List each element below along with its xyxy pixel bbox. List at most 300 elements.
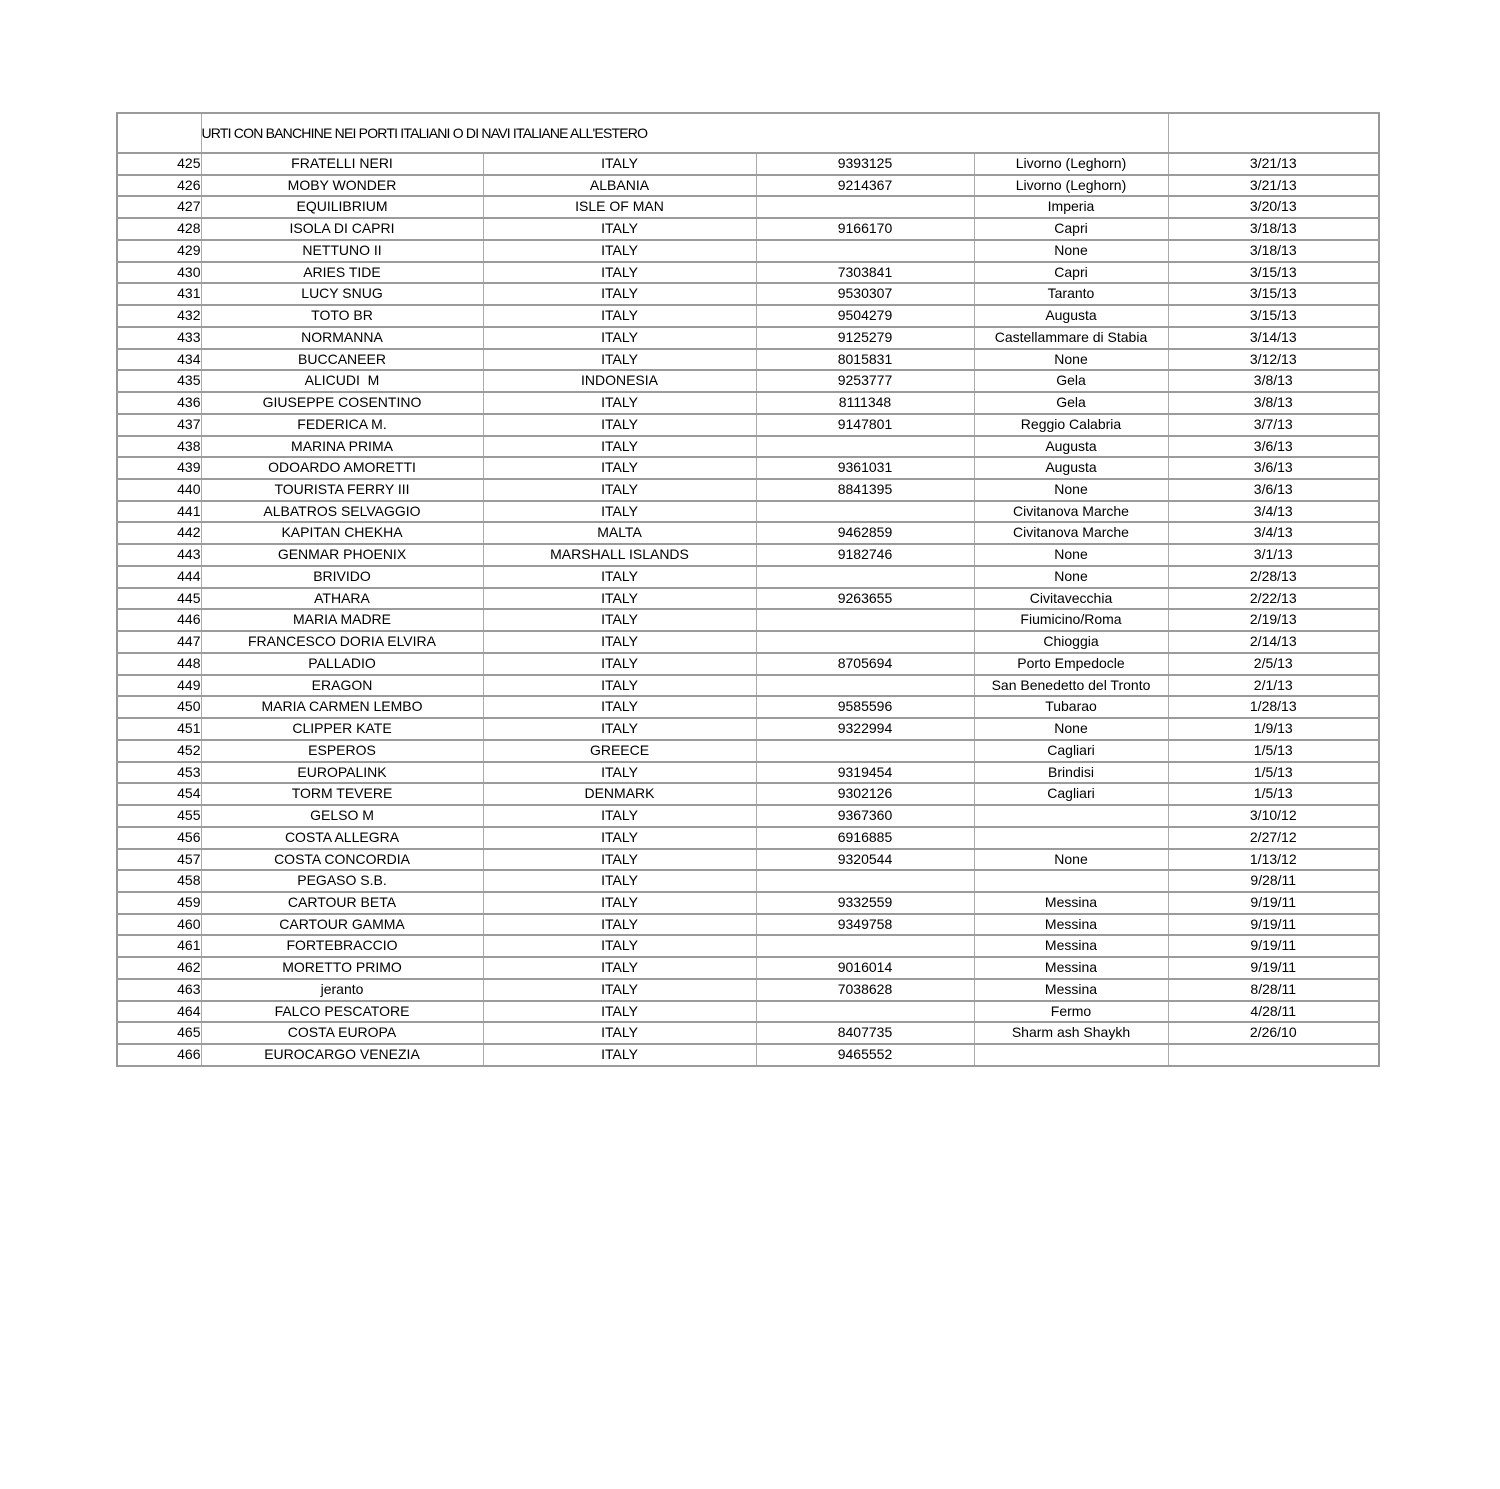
- imo-number-cell: 9302126: [756, 783, 974, 805]
- ship-name-cell: LUCY SNUG: [201, 283, 483, 305]
- row-number-cell: 428: [117, 218, 201, 240]
- ship-name-cell: CLIPPER KATE: [201, 718, 483, 740]
- row-number-cell: 436: [117, 392, 201, 414]
- row-number-cell: 445: [117, 588, 201, 610]
- flag-country-cell: MALTA: [483, 522, 756, 544]
- imo-number-cell: 9361031: [756, 457, 974, 479]
- table-row: [117, 892, 1379, 914]
- date-cell: 1/13/12: [1168, 849, 1379, 871]
- imo-number-cell: [756, 631, 974, 653]
- port-cell: None: [974, 479, 1168, 501]
- date-cell: 2/28/13: [1168, 566, 1379, 588]
- imo-number-cell: 9465552: [756, 1044, 974, 1066]
- row-number-cell: 463: [117, 979, 201, 1001]
- ship-name-cell: ATHARA: [201, 588, 483, 610]
- ship-name-cell: BRIVIDO: [201, 566, 483, 588]
- title-row: [117, 113, 1379, 153]
- port-cell: Capri: [974, 218, 1168, 240]
- date-cell: 1/28/13: [1168, 696, 1379, 718]
- date-cell: 3/8/13: [1168, 392, 1379, 414]
- flag-country-cell: ITALY: [483, 849, 756, 871]
- table-row: [117, 479, 1379, 501]
- table-row: [117, 849, 1379, 871]
- row-number-cell: 447: [117, 631, 201, 653]
- table-row: [117, 696, 1379, 718]
- ship-name-cell: MARIA MADRE: [201, 609, 483, 631]
- date-cell: 3/14/13: [1168, 327, 1379, 349]
- port-cell: Sharm ash Shaykh: [974, 1022, 1168, 1044]
- ship-name-cell: COSTA EUROPA: [201, 1022, 483, 1044]
- port-cell: Messina: [974, 935, 1168, 957]
- imo-number-cell: [756, 870, 974, 892]
- table-row: [117, 544, 1379, 566]
- row-number-cell: 451: [117, 718, 201, 740]
- date-cell: 8/28/11: [1168, 979, 1379, 1001]
- date-cell: 3/15/13: [1168, 262, 1379, 284]
- imo-number-cell: 9263655: [756, 588, 974, 610]
- page-title: URTI CON BANCHINE NEI PORTI ITALIANI O DI NAVI ITALIANE ALL'ESTERO: [201, 113, 1168, 153]
- flag-country-cell: ITALY: [483, 566, 756, 588]
- row-number-cell: 440: [117, 479, 201, 501]
- ship-name-cell: COSTA ALLEGRA: [201, 827, 483, 849]
- row-number-cell: 433: [117, 327, 201, 349]
- port-cell: Livorno (Leghorn): [974, 153, 1168, 175]
- date-cell: 2/1/13: [1168, 675, 1379, 697]
- flag-country-cell: ITALY: [483, 718, 756, 740]
- port-cell: Augusta: [974, 305, 1168, 327]
- ship-name-cell: MARINA PRIMA: [201, 436, 483, 458]
- table-row: [117, 349, 1379, 371]
- port-cell: Cagliari: [974, 783, 1168, 805]
- port-cell: Civitanova Marche: [974, 501, 1168, 523]
- flag-country-cell: ITALY: [483, 892, 756, 914]
- table-row: [117, 609, 1379, 631]
- port-cell: Civitavecchia: [974, 588, 1168, 610]
- date-cell: 9/19/11: [1168, 914, 1379, 936]
- table-row: [117, 870, 1379, 892]
- date-cell: 2/19/13: [1168, 609, 1379, 631]
- port-cell: Fiumicino/Roma: [974, 609, 1168, 631]
- table-row: [117, 1022, 1379, 1044]
- row-number-cell: 439: [117, 457, 201, 479]
- table-row: [117, 1001, 1379, 1023]
- ship-name-cell: ALICUDI M: [201, 370, 483, 392]
- flag-country-cell: ITALY: [483, 153, 756, 175]
- port-cell: [974, 827, 1168, 849]
- port-cell: Cagliari: [974, 740, 1168, 762]
- row-number-cell: 444: [117, 566, 201, 588]
- flag-country-cell: ITALY: [483, 631, 756, 653]
- imo-number-cell: 9319454: [756, 762, 974, 784]
- flag-country-cell: ALBANIA: [483, 175, 756, 197]
- imo-number-cell: [756, 1001, 974, 1023]
- flag-country-cell: ITALY: [483, 414, 756, 436]
- port-cell: Porto Empedocle: [974, 653, 1168, 675]
- date-cell: 2/27/12: [1168, 827, 1379, 849]
- ship-name-cell: MOBY WONDER: [201, 175, 483, 197]
- imo-number-cell: [756, 436, 974, 458]
- flag-country-cell: ISLE OF MAN: [483, 196, 756, 218]
- ship-name-cell: PEGASO S.B.: [201, 870, 483, 892]
- date-cell: 9/19/11: [1168, 957, 1379, 979]
- flag-country-cell: MARSHALL ISLANDS: [483, 544, 756, 566]
- flag-country-cell: ITALY: [483, 653, 756, 675]
- flag-country-cell: ITALY: [483, 762, 756, 784]
- row-number-cell: 431: [117, 283, 201, 305]
- imo-number-cell: 9214367: [756, 175, 974, 197]
- imo-number-cell: 9322994: [756, 718, 974, 740]
- port-cell: Civitanova Marche: [974, 522, 1168, 544]
- date-cell: 3/6/13: [1168, 436, 1379, 458]
- table-row: [117, 522, 1379, 544]
- imo-number-cell: 9504279: [756, 305, 974, 327]
- port-cell: Augusta: [974, 436, 1168, 458]
- date-cell: 2/26/10: [1168, 1022, 1379, 1044]
- row-number-cell: 432: [117, 305, 201, 327]
- ship-name-cell: EQUILIBRIUM: [201, 196, 483, 218]
- flag-country-cell: ITALY: [483, 1022, 756, 1044]
- table-row: [117, 914, 1379, 936]
- table-row: [117, 305, 1379, 327]
- table-row: [117, 979, 1379, 1001]
- imo-number-cell: [756, 740, 974, 762]
- imo-number-cell: 9367360: [756, 805, 974, 827]
- port-cell: Gela: [974, 392, 1168, 414]
- table-row: [117, 653, 1379, 675]
- date-cell: 3/21/13: [1168, 175, 1379, 197]
- imo-number-cell: [756, 935, 974, 957]
- flag-country-cell: ITALY: [483, 436, 756, 458]
- table-row: [117, 457, 1379, 479]
- flag-country-cell: ITALY: [483, 1044, 756, 1066]
- imo-number-cell: 9462859: [756, 522, 974, 544]
- table-row: [117, 631, 1379, 653]
- port-cell: [974, 870, 1168, 892]
- table-row: [117, 718, 1379, 740]
- table-row: [117, 935, 1379, 957]
- table-row: [117, 1044, 1379, 1066]
- port-cell: Messina: [974, 892, 1168, 914]
- date-cell: 9/19/11: [1168, 892, 1379, 914]
- ship-name-cell: MORETTO PRIMO: [201, 957, 483, 979]
- port-cell: None: [974, 849, 1168, 871]
- ship-name-cell: PALLADIO: [201, 653, 483, 675]
- imo-number-cell: 9530307: [756, 283, 974, 305]
- ship-name-cell: FRANCESCO DORIA ELVIRA: [201, 631, 483, 653]
- port-cell: None: [974, 544, 1168, 566]
- date-cell: 1/5/13: [1168, 783, 1379, 805]
- imo-number-cell: 9585596: [756, 696, 974, 718]
- imo-number-cell: 9253777: [756, 370, 974, 392]
- date-cell: 9/28/11: [1168, 870, 1379, 892]
- title-row-empty-right: [1168, 113, 1379, 153]
- ship-name-cell: ESPEROS: [201, 740, 483, 762]
- ship-name-cell: ALBATROS SELVAGGIO: [201, 501, 483, 523]
- ship-name-cell: GIUSEPPE COSENTINO: [201, 392, 483, 414]
- date-cell: 1/9/13: [1168, 718, 1379, 740]
- imo-number-cell: 7038628: [756, 979, 974, 1001]
- port-cell: San Benedetto del Tronto: [974, 675, 1168, 697]
- imo-number-cell: 9332559: [756, 892, 974, 914]
- ship-name-cell: TOURISTA FERRY III: [201, 479, 483, 501]
- imo-number-cell: [756, 501, 974, 523]
- table-row: [117, 283, 1379, 305]
- row-number-cell: 466: [117, 1044, 201, 1066]
- table-row: [117, 566, 1379, 588]
- port-cell: [974, 805, 1168, 827]
- table-row: [117, 762, 1379, 784]
- ship-name-cell: CARTOUR GAMMA: [201, 914, 483, 936]
- date-cell: 3/7/13: [1168, 414, 1379, 436]
- ship-name-cell: ODOARDO AMORETTI: [201, 457, 483, 479]
- port-cell: None: [974, 566, 1168, 588]
- port-cell: Gela: [974, 370, 1168, 392]
- imo-number-cell: 9016014: [756, 957, 974, 979]
- imo-number-cell: [756, 196, 974, 218]
- date-cell: 3/15/13: [1168, 283, 1379, 305]
- date-cell: 3/20/13: [1168, 196, 1379, 218]
- port-cell: Messina: [974, 957, 1168, 979]
- date-cell: 3/18/13: [1168, 218, 1379, 240]
- table-row: [117, 153, 1379, 175]
- date-cell: 3/15/13: [1168, 305, 1379, 327]
- date-cell: 3/12/13: [1168, 349, 1379, 371]
- table-row: [117, 588, 1379, 610]
- port-cell: Chioggia: [974, 631, 1168, 653]
- flag-country-cell: ITALY: [483, 501, 756, 523]
- imo-number-cell: [756, 566, 974, 588]
- imo-number-cell: [756, 240, 974, 262]
- port-cell: Augusta: [974, 457, 1168, 479]
- row-number-cell: 442: [117, 522, 201, 544]
- row-number-cell: 454: [117, 783, 201, 805]
- date-cell: 3/4/13: [1168, 501, 1379, 523]
- ship-name-cell: GENMAR PHOENIX: [201, 544, 483, 566]
- port-cell: None: [974, 349, 1168, 371]
- row-number-cell: 443: [117, 544, 201, 566]
- row-number-cell: 453: [117, 762, 201, 784]
- flag-country-cell: ITALY: [483, 696, 756, 718]
- ship-name-cell: ARIES TIDE: [201, 262, 483, 284]
- table-row: [117, 240, 1379, 262]
- ship-name-cell: BUCCANEER: [201, 349, 483, 371]
- ship-name-cell: COSTA CONCORDIA: [201, 849, 483, 871]
- imo-number-cell: 7303841: [756, 262, 974, 284]
- row-number-cell: 452: [117, 740, 201, 762]
- date-cell: 3/21/13: [1168, 153, 1379, 175]
- ship-name-cell: FALCO PESCATORE: [201, 1001, 483, 1023]
- imo-number-cell: 9393125: [756, 153, 974, 175]
- port-cell: Taranto: [974, 283, 1168, 305]
- ship-name-cell: NETTUNO II: [201, 240, 483, 262]
- ship-name-cell: ISOLA DI CAPRI: [201, 218, 483, 240]
- port-cell: Messina: [974, 979, 1168, 1001]
- row-number-cell: 435: [117, 370, 201, 392]
- flag-country-cell: GREECE: [483, 740, 756, 762]
- imo-number-cell: 9320544: [756, 849, 974, 871]
- row-number-cell: 456: [117, 827, 201, 849]
- imo-number-cell: [756, 675, 974, 697]
- imo-number-cell: 9182746: [756, 544, 974, 566]
- flag-country-cell: ITALY: [483, 1001, 756, 1023]
- flag-country-cell: ITALY: [483, 827, 756, 849]
- table-row: [117, 414, 1379, 436]
- ship-name-cell: NORMANNA: [201, 327, 483, 349]
- imo-number-cell: 8705694: [756, 653, 974, 675]
- flag-country-cell: ITALY: [483, 870, 756, 892]
- date-cell: 2/22/13: [1168, 588, 1379, 610]
- date-cell: 3/6/13: [1168, 457, 1379, 479]
- table-row: [117, 392, 1379, 414]
- imo-number-cell: 8111348: [756, 392, 974, 414]
- imo-number-cell: 8015831: [756, 349, 974, 371]
- imo-number-cell: 6916885: [756, 827, 974, 849]
- flag-country-cell: ITALY: [483, 218, 756, 240]
- date-cell: 2/14/13: [1168, 631, 1379, 653]
- flag-country-cell: ITALY: [483, 914, 756, 936]
- flag-country-cell: ITALY: [483, 327, 756, 349]
- imo-number-cell: [756, 609, 974, 631]
- table-row: [117, 783, 1379, 805]
- flag-country-cell: ITALY: [483, 805, 756, 827]
- title-row-empty-left: [117, 113, 201, 153]
- flag-country-cell: ITALY: [483, 588, 756, 610]
- ship-name-cell: ERAGON: [201, 675, 483, 697]
- ship-name-cell: jeranto: [201, 979, 483, 1001]
- flag-country-cell: ITALY: [483, 240, 756, 262]
- port-cell: Imperia: [974, 196, 1168, 218]
- port-cell: Castellammare di Stabia: [974, 327, 1168, 349]
- table-row: [117, 827, 1379, 849]
- flag-country-cell: ITALY: [483, 675, 756, 697]
- flag-country-cell: ITALY: [483, 935, 756, 957]
- flag-country-cell: ITALY: [483, 609, 756, 631]
- port-cell: Tubarao: [974, 696, 1168, 718]
- row-number-cell: 426: [117, 175, 201, 197]
- ship-name-cell: EUROCARGO VENEZIA: [201, 1044, 483, 1066]
- row-number-cell: 450: [117, 696, 201, 718]
- row-number-cell: 458: [117, 870, 201, 892]
- ship-name-cell: TOTO BR: [201, 305, 483, 327]
- row-number-cell: 429: [117, 240, 201, 262]
- table-row: [117, 175, 1379, 197]
- row-number-cell: 441: [117, 501, 201, 523]
- ship-name-cell: CARTOUR BETA: [201, 892, 483, 914]
- port-cell: None: [974, 718, 1168, 740]
- date-cell: 3/6/13: [1168, 479, 1379, 501]
- ship-name-cell: FRATELLI NERI: [201, 153, 483, 175]
- ship-name-cell: EUROPALINK: [201, 762, 483, 784]
- row-number-cell: 455: [117, 805, 201, 827]
- flag-country-cell: ITALY: [483, 479, 756, 501]
- row-number-cell: 449: [117, 675, 201, 697]
- imo-number-cell: 9349758: [756, 914, 974, 936]
- table-row: [117, 957, 1379, 979]
- ship-name-cell: FORTEBRACCIO: [201, 935, 483, 957]
- port-cell: Livorno (Leghorn): [974, 175, 1168, 197]
- imo-number-cell: 8407735: [756, 1022, 974, 1044]
- date-cell: 2/5/13: [1168, 653, 1379, 675]
- date-cell: [1168, 1044, 1379, 1066]
- row-number-cell: 438: [117, 436, 201, 458]
- row-number-cell: 459: [117, 892, 201, 914]
- table-row: [117, 740, 1379, 762]
- date-cell: 1/5/13: [1168, 740, 1379, 762]
- port-cell: None: [974, 240, 1168, 262]
- date-cell: 3/18/13: [1168, 240, 1379, 262]
- flag-country-cell: ITALY: [483, 262, 756, 284]
- flag-country-cell: DENMARK: [483, 783, 756, 805]
- table-row: [117, 501, 1379, 523]
- row-number-cell: 462: [117, 957, 201, 979]
- row-number-cell: 457: [117, 849, 201, 871]
- date-cell: 3/1/13: [1168, 544, 1379, 566]
- date-cell: 4/28/11: [1168, 1001, 1379, 1023]
- date-cell: 3/10/12: [1168, 805, 1379, 827]
- ship-name-cell: TORM TEVERE: [201, 783, 483, 805]
- row-number-cell: 425: [117, 153, 201, 175]
- table-row: [117, 218, 1379, 240]
- row-number-cell: 464: [117, 1001, 201, 1023]
- flag-country-cell: INDONESIA: [483, 370, 756, 392]
- imo-number-cell: 8841395: [756, 479, 974, 501]
- row-number-cell: 448: [117, 653, 201, 675]
- flag-country-cell: ITALY: [483, 283, 756, 305]
- imo-number-cell: 9147801: [756, 414, 974, 436]
- port-cell: Fermo: [974, 1001, 1168, 1023]
- port-cell: Capri: [974, 262, 1168, 284]
- row-number-cell: 434: [117, 349, 201, 371]
- row-number-cell: 437: [117, 414, 201, 436]
- row-number-cell: 465: [117, 1022, 201, 1044]
- ship-name-cell: MARIA CARMEN LEMBO: [201, 696, 483, 718]
- ship-name-cell: KAPITAN CHEKHA: [201, 522, 483, 544]
- ship-name-cell: FEDERICA M.: [201, 414, 483, 436]
- port-cell: [974, 1044, 1168, 1066]
- table-row: [117, 262, 1379, 284]
- document-page: [116, 112, 1380, 1067]
- imo-number-cell: 9125279: [756, 327, 974, 349]
- row-number-cell: 427: [117, 196, 201, 218]
- ship-name-cell: GELSO M: [201, 805, 483, 827]
- flag-country-cell: ITALY: [483, 957, 756, 979]
- table-row: [117, 370, 1379, 392]
- incidents-table: [116, 112, 1380, 1067]
- row-number-cell: 430: [117, 262, 201, 284]
- flag-country-cell: ITALY: [483, 457, 756, 479]
- table-row: [117, 436, 1379, 458]
- row-number-cell: 460: [117, 914, 201, 936]
- flag-country-cell: ITALY: [483, 979, 756, 1001]
- flag-country-cell: ITALY: [483, 349, 756, 371]
- port-cell: Reggio Calabria: [974, 414, 1168, 436]
- flag-country-cell: ITALY: [483, 392, 756, 414]
- date-cell: 3/8/13: [1168, 370, 1379, 392]
- table-row: [117, 805, 1379, 827]
- table-row: [117, 327, 1379, 349]
- date-cell: 9/19/11: [1168, 935, 1379, 957]
- flag-country-cell: ITALY: [483, 305, 756, 327]
- imo-number-cell: 9166170: [756, 218, 974, 240]
- table-row: [117, 675, 1379, 697]
- port-cell: Messina: [974, 914, 1168, 936]
- row-number-cell: 461: [117, 935, 201, 957]
- table-row: [117, 196, 1379, 218]
- port-cell: Brindisi: [974, 762, 1168, 784]
- date-cell: 1/5/13: [1168, 762, 1379, 784]
- row-number-cell: 446: [117, 609, 201, 631]
- date-cell: 3/4/13: [1168, 522, 1379, 544]
